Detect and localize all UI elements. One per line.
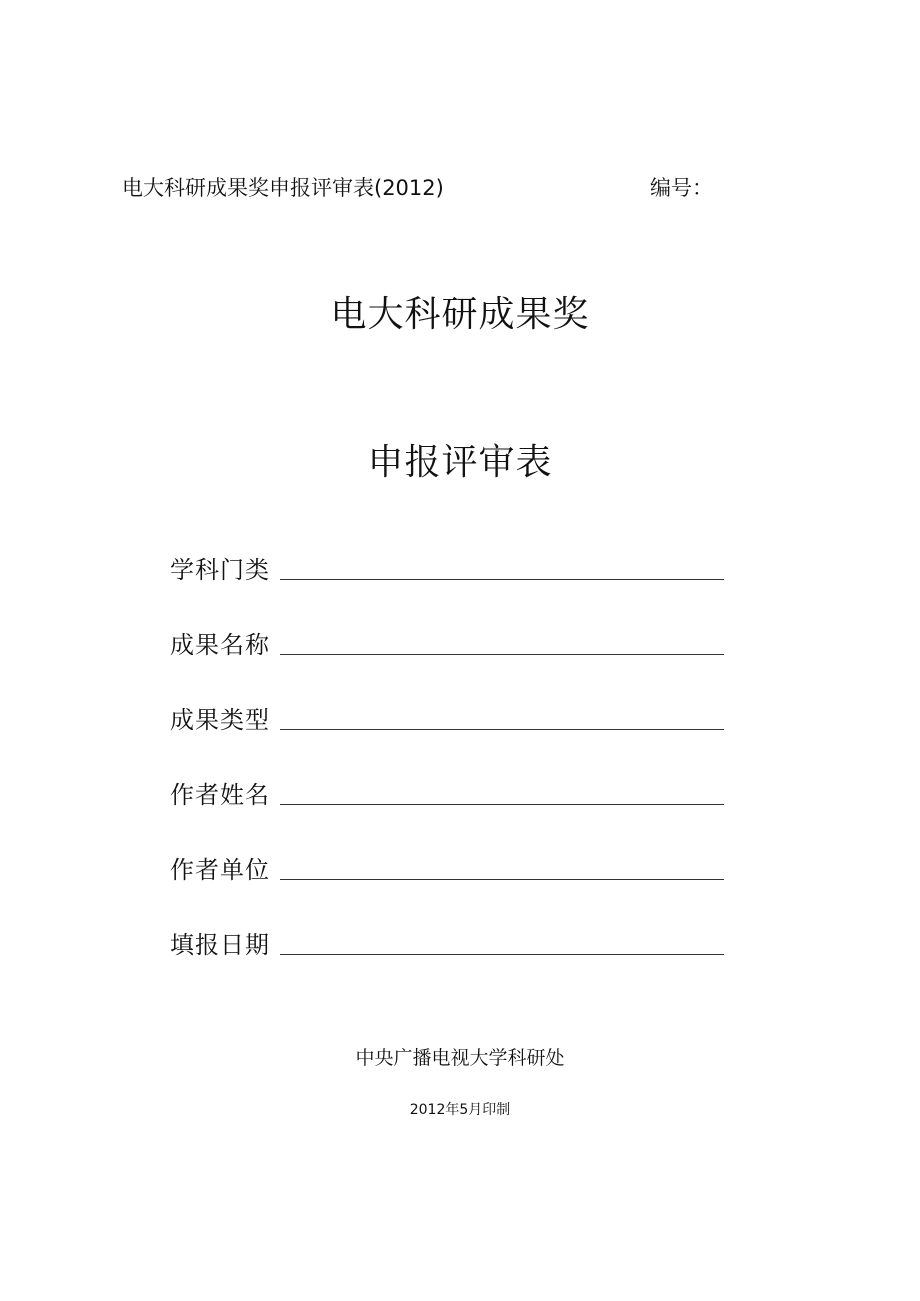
field-label: 填报日期 <box>170 931 270 959</box>
field-row-achievement-name <box>170 625 730 665</box>
field-row-author-name <box>170 775 730 815</box>
main-title-line2: 申报评审表 <box>367 442 553 483</box>
main-title-line1: 电大科研成果奖 <box>330 294 590 335</box>
field-row-subject-category <box>170 550 730 590</box>
field-label: 作者姓名 <box>170 781 270 809</box>
field-label: 成果名称 <box>170 631 270 659</box>
header-title: 电大科研成果奖申报评审表(2012) <box>122 176 444 200</box>
field-blank-line[interactable] <box>280 729 724 730</box>
field-blank-line[interactable] <box>280 804 724 805</box>
field-label: 成果类型 <box>170 706 270 734</box>
field-blank-line[interactable] <box>280 879 724 880</box>
field-label: 作者单位 <box>170 856 270 884</box>
field-row-achievement-type <box>170 700 730 740</box>
number-label: 编号： <box>650 176 713 200</box>
field-blank-line[interactable] <box>280 954 724 955</box>
field-row-fill-date <box>170 925 730 965</box>
footer-organization: 中央广播电视大学科研处 <box>355 1047 565 1069</box>
document-header <box>122 172 722 202</box>
footer-print-date: 2012年5月印制 <box>409 1102 511 1118</box>
field-blank-line[interactable] <box>280 654 724 655</box>
field-blank-line[interactable] <box>280 579 724 580</box>
field-label: 学科门类 <box>170 556 270 584</box>
field-row-author-unit <box>170 850 730 890</box>
